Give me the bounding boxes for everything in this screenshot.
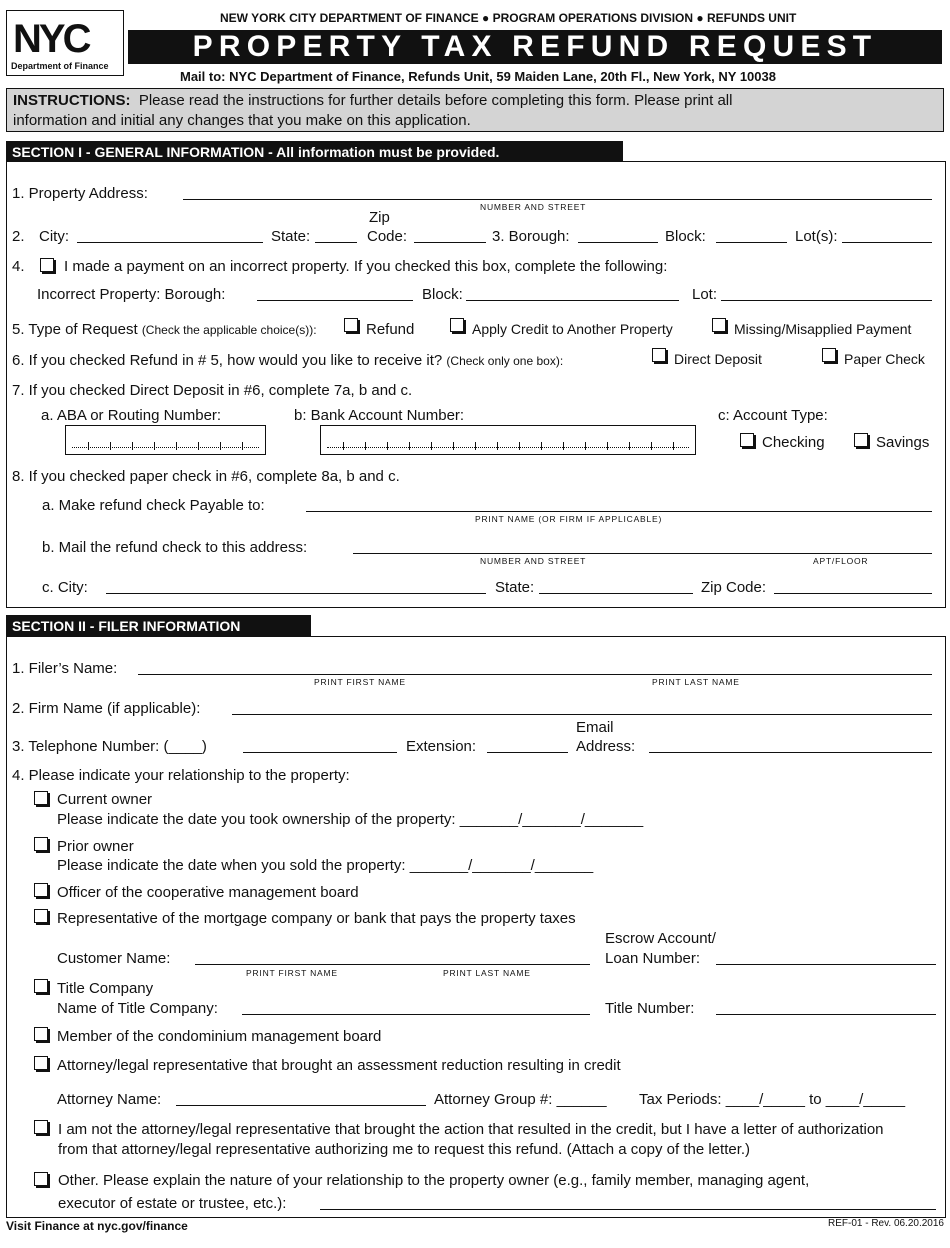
customer-first-caption: PRINT FIRST NAME: [246, 968, 338, 978]
paper-check-checkbox[interactable]: [822, 348, 836, 362]
property-address-label: 1. Property Address:: [12, 185, 148, 202]
escrow-field[interactable]: [716, 964, 936, 965]
instructions-line1: INSTRUCTIONS: Please read the instructions for further details before completing this form. Please print all: [13, 92, 733, 109]
extension-label: Extension:: [406, 738, 477, 755]
extension-field[interactable]: [487, 752, 568, 753]
attorney-group-field[interactable]: Attorney Group #: ______: [434, 1091, 607, 1108]
account-type-label: c: Account Type:: [718, 407, 828, 424]
q4-number: 4.: [12, 258, 25, 275]
direct-deposit-label: Direct Deposit: [674, 351, 762, 367]
q6-label: 6. If you checked Refund in # 5, how would you like to receive it? (Check only one box):: [12, 352, 564, 369]
footer-website: Visit Finance at nyc.gov/finance: [6, 1219, 188, 1233]
department-line: NEW YORK CITY DEPARTMENT OF FINANCE ● PROGRAM OPERATIONS DIVISION ● REFUNDS UNIT: [220, 11, 797, 25]
filer-last-caption: PRINT LAST NAME: [652, 677, 740, 687]
routing-number-field[interactable]: [65, 425, 266, 455]
borough-field[interactable]: [578, 242, 658, 243]
representative-checkbox[interactable]: [34, 909, 48, 923]
logo-box: [6, 10, 124, 76]
customer-name-field[interactable]: [195, 964, 590, 965]
current-owner-checkbox[interactable]: [34, 791, 48, 805]
title-number-label: Title Number:: [605, 1000, 695, 1017]
logo-subtitle: Department of Finance: [11, 61, 109, 71]
form-title-bar: [128, 30, 942, 64]
incorrect-block-field[interactable]: [466, 300, 679, 301]
payable-to-label: a. Make refund check Payable to:: [42, 497, 265, 514]
routing-label: a. ABA or Routing Number:: [41, 407, 222, 424]
relationship-label: 4. Please indicate your relationship to the property:: [12, 767, 350, 784]
email-label: Address:: [576, 738, 636, 755]
zip-label-top: Zip: [369, 209, 390, 226]
q5-label: 5. Type of Request (Check the applicable choice(s)):: [12, 321, 317, 338]
current-owner-label: Current owner: [57, 791, 153, 808]
telephone-field[interactable]: [243, 752, 397, 753]
check-state-label: State:: [495, 579, 535, 596]
instructions-line2: information and initial any changes that you make on this application.: [13, 112, 471, 129]
incorrect-borough-field[interactable]: [257, 300, 413, 301]
condo-checkbox[interactable]: [34, 1027, 48, 1041]
check-city-label: c. City:: [42, 579, 88, 596]
filer-first-caption: PRINT FIRST NAME: [314, 677, 406, 687]
lots-label: Lot(s):: [795, 228, 838, 245]
q7-label: 7. If you checked Direct Deposit in #6, complete 7a, b and c.: [12, 382, 413, 399]
city-label: City:: [39, 228, 69, 245]
filer-name-label: 1. Filer’s Name:: [12, 660, 118, 677]
apply-credit-checkbox[interactable]: [450, 318, 464, 332]
representative-label: Representative of the mortgage company or bank that pays the property taxes: [57, 910, 576, 927]
incorrect-lot-label: Lot:: [692, 286, 718, 303]
city-field[interactable]: [77, 242, 263, 243]
attorney-name-field[interactable]: [176, 1105, 426, 1106]
direct-deposit-checkbox[interactable]: [652, 348, 666, 362]
email-field[interactable]: [649, 752, 932, 753]
mail-to: Mail to: NYC Department of Finance, Refunds Unit, 59 Maiden Lane, 20th Fl., New York, NY 10038: [180, 69, 776, 84]
missing-payment-label: Missing/Misapplied Payment: [734, 321, 912, 337]
incorrect-lot-field[interactable]: [721, 300, 932, 301]
q2-number: 2.: [12, 228, 25, 245]
escrow-label-top: Escrow Account/: [605, 930, 716, 947]
telephone-label: 3. Telephone Number: (____): [12, 738, 207, 755]
check-zip-field[interactable]: [774, 593, 932, 594]
other-explanation-field[interactable]: [320, 1209, 936, 1210]
section1-header: SECTION I - GENERAL INFORMATION - All information must be provided.: [6, 141, 623, 161]
zip-label: Code:: [367, 228, 408, 245]
customer-name-label: Customer Name:: [57, 950, 171, 967]
incorrect-borough-label: Incorrect Property: Borough:: [37, 286, 226, 303]
state-label: State:: [271, 228, 311, 245]
officer-label: Officer of the cooperative management board: [57, 884, 359, 901]
condo-label: Member of the condominium management board: [57, 1028, 382, 1045]
other-checkbox[interactable]: [34, 1172, 48, 1186]
not-attorney-checkbox[interactable]: [34, 1120, 48, 1134]
section2-header: SECTION II - FILER INFORMATION: [6, 615, 311, 636]
firm-name-field[interactable]: [232, 714, 932, 715]
refund-checkbox[interactable]: [344, 318, 358, 332]
account-number-field[interactable]: [320, 425, 696, 455]
firm-name-label: 2. Firm Name (if applicable):: [12, 700, 201, 717]
check-zip-label: Zip Code:: [701, 579, 767, 596]
incorrect-block-label: Block:: [422, 286, 463, 303]
borough-label: 3. Borough:: [492, 228, 570, 245]
checking-label: Checking: [762, 434, 825, 451]
check-city-field[interactable]: [106, 593, 486, 594]
officer-checkbox[interactable]: [34, 883, 48, 897]
attorney-label: Attorney/legal representative that brought an assessment reduction resulting in credit: [57, 1057, 621, 1074]
payable-to-caption: PRINT NAME (OR FIRM IF APPLICABLE): [475, 514, 663, 524]
zip-field[interactable]: [414, 242, 486, 243]
instructions-label: INSTRUCTIONS:: [13, 92, 131, 109]
mail-address-field[interactable]: [353, 553, 932, 554]
missing-payment-checkbox[interactable]: [712, 318, 726, 332]
title-company-name-field[interactable]: [242, 1014, 590, 1015]
payable-to-field[interactable]: [306, 511, 932, 512]
account-number-label: b: Bank Account Number:: [294, 407, 465, 424]
prior-owner-label: Prior owner: [57, 838, 134, 855]
checking-checkbox[interactable]: [740, 433, 754, 447]
escrow-label: Loan Number:: [605, 950, 701, 967]
incorrect-property-text: I made a payment on an incorrect property. If you checked this box, complete the following:: [64, 258, 668, 275]
lots-field[interactable]: [842, 242, 932, 243]
block-field[interactable]: [716, 242, 787, 243]
title-company-name-label: Name of Title Company:: [57, 1000, 218, 1017]
state-field[interactable]: [315, 242, 357, 243]
attorney-name-label: Attorney Name:: [57, 1091, 162, 1108]
mail-address-label: b. Mail the refund check to this address:: [42, 539, 308, 556]
title-company-label: Title Company: [57, 980, 154, 997]
refund-label: Refund: [366, 321, 415, 338]
attorney-checkbox[interactable]: [34, 1056, 48, 1070]
apply-credit-label: Apply Credit to Another Property: [472, 321, 673, 337]
nyc-logo: NYC: [13, 17, 89, 61]
property-address-caption: NUMBER AND STREET: [480, 202, 587, 212]
q8-label: 8. If you checked paper check in #6, complete 8a, b and c.: [12, 468, 400, 485]
block-label: Block:: [665, 228, 706, 245]
savings-checkbox[interactable]: [854, 433, 868, 447]
not-attorney-line2: from that attorney/legal representative authorizing me to request this refund. (Attach a copy of the letter.): [58, 1141, 751, 1158]
incorrect-property-checkbox[interactable]: [40, 258, 54, 272]
filer-name-field[interactable]: [138, 674, 932, 675]
form-title: PROPERTY TAX REFUND REQUEST: [192, 30, 878, 63]
mail-address-caption: NUMBER AND STREET: [480, 556, 587, 566]
property-address-field[interactable]: [183, 199, 932, 200]
customer-last-caption: PRINT LAST NAME: [443, 968, 531, 978]
tax-periods-field[interactable]: Tax Periods: ____/_____ to ____/_____: [639, 1091, 906, 1108]
sold-date-field[interactable]: Please indicate the date when you sold the property: _______/_______/_______: [57, 857, 594, 874]
email-label-top: Email: [576, 719, 614, 736]
apt-floor-caption: APT/FLOOR: [813, 556, 869, 566]
paper-check-label: Paper Check: [844, 351, 925, 367]
other-line2: executor of estate or trustee, etc.):: [58, 1195, 287, 1212]
title-company-checkbox[interactable]: [34, 979, 48, 993]
title-number-field[interactable]: [716, 1014, 936, 1015]
other-line1: Other. Please explain the nature of your relationship to the property owner (e.g., family member, managing agent,: [58, 1172, 810, 1189]
ownership-date-field[interactable]: Please indicate the date you took ownership of the property: _______/_______/_______: [57, 811, 644, 828]
savings-label: Savings: [876, 434, 930, 451]
not-attorney-line1: I am not the attorney/legal representative that brought the action that resulted in the credit, but I have a letter of authorization: [58, 1121, 884, 1138]
footer-form-code: REF-01 - Rev. 06.20.2016: [828, 1218, 944, 1229]
prior-owner-checkbox[interactable]: [34, 837, 48, 851]
check-state-field[interactable]: [539, 593, 693, 594]
